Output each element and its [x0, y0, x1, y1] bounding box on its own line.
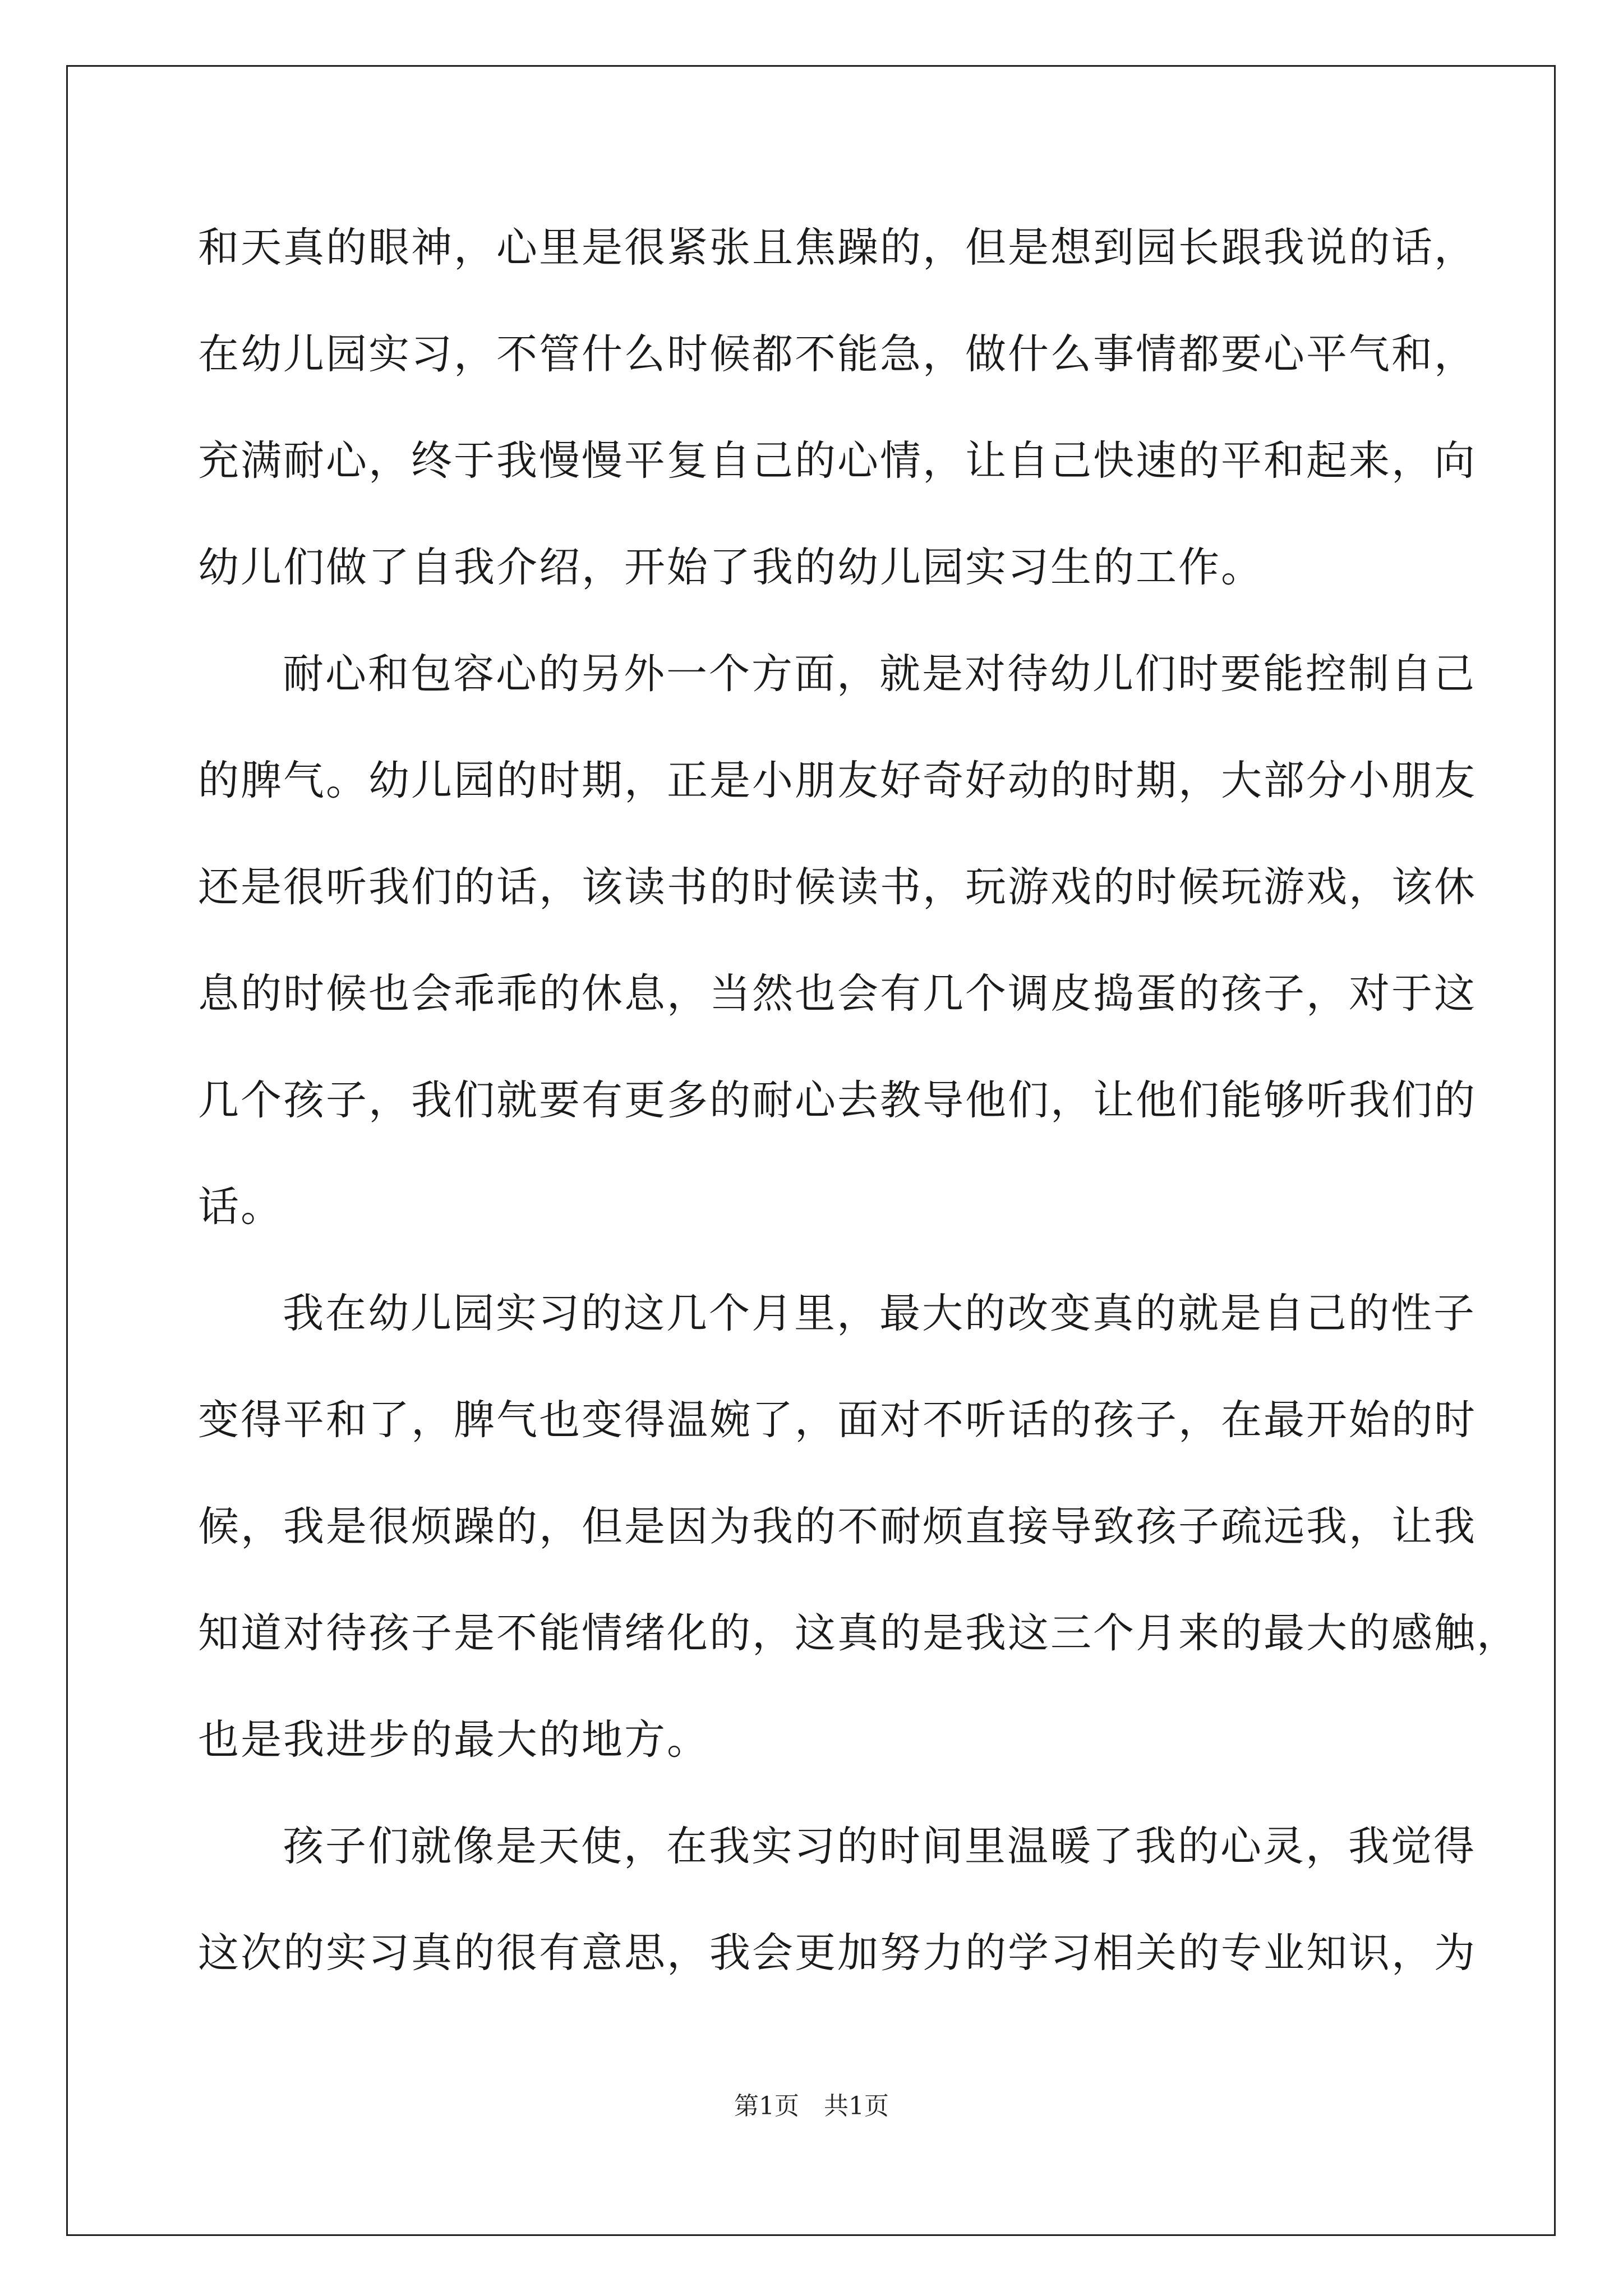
text-line: 知道对待孩子是不能情绪化的，这真的是我这三个月来的最大的感触， [198, 1609, 1519, 1657]
text-line: 话。 [198, 1183, 283, 1231]
page-total: 共1页 [824, 2092, 889, 2120]
text-line: 在幼儿园实习，不管什么时候都不能急，做什么事情都要心平气和， [198, 330, 1477, 378]
paragraph-first-line: 耐心和包容心的另外一个方面，就是对待幼儿们时要能控制自己 [283, 650, 1476, 698]
paragraph-first-line: 我在幼儿园实习的这几个月里，最大的改变真的就是自己的性子 [283, 1290, 1476, 1337]
page-footer [0, 2091, 1623, 2122]
text-line: 的脾气。幼儿园的时期，正是小朋友好奇好动的时期，大部分小朋友 [198, 757, 1477, 804]
text-line: 变得平和了，脾气也变得温婉了，面对不听话的孩子，在最开始的时 [198, 1396, 1477, 1444]
text-line: 幼儿们做了自我介绍，开始了我的幼儿园实习生的工作。 [198, 544, 1264, 591]
text-line: 还是很听我们的话，该读书的时候读书，玩游戏的时候玩游戏，该休 [198, 863, 1477, 911]
text-line: 和天真的眼神，心里是很紧张且焦躁的，但是想到园长跟我说的话， [198, 224, 1477, 272]
page-number: 第1页 [734, 2092, 799, 2120]
text-line: 这次的实习真的很有意思，我会更加努力的学习相关的专业知识，为 [198, 1929, 1477, 1977]
text-line: 也是我进步的最大的地方。 [198, 1716, 709, 1764]
text-line: 息的时候也会乖乖的休息，当然也会有几个调皮捣蛋的孩子，对于这 [198, 970, 1477, 1018]
paragraph-first-line: 孩子们就像是天使，在我实习的时间里温暖了我的心灵，我觉得 [283, 1823, 1476, 1870]
text-line: 充满耐心，终于我慢慢平复自己的心情，让自己快速的平和起来，向 [198, 437, 1477, 485]
text-line: 候，我是很烦躁的，但是因为我的不耐烦直接导致孩子疏远我，让我 [198, 1503, 1477, 1550]
text-line: 几个孩子，我们就要有更多的耐心去教导他们，让他们能够听我们的 [198, 1076, 1477, 1124]
document-body [198, 215, 1519, 2027]
